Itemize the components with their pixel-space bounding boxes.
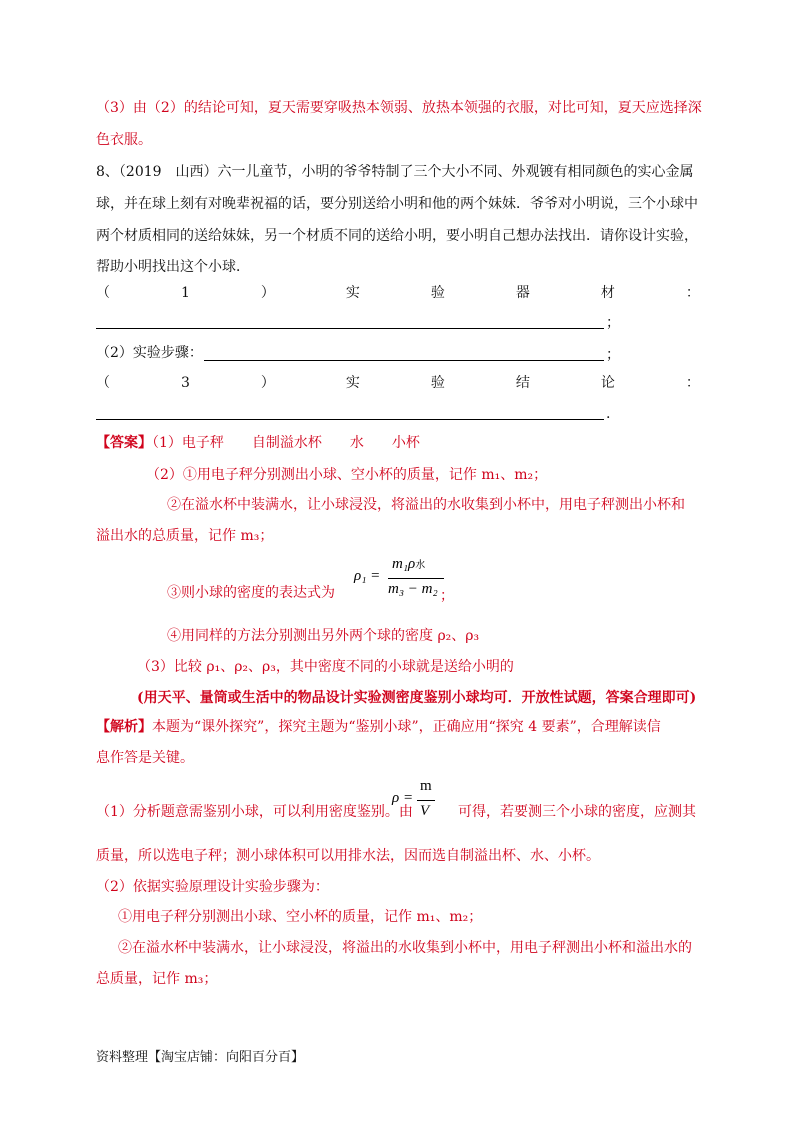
blank-3-char: ） — [260, 375, 275, 391]
blank-3-char: 实 — [345, 375, 360, 391]
blank-3-char: ： — [685, 375, 700, 391]
answer-part-2: （2）①用电子秤分别测出小球、空小杯的质量，记作 m₁、m₂； — [146, 467, 548, 483]
answer-blank-2-underline[interactable] — [204, 360, 604, 361]
blank-1-char: 验 — [430, 285, 445, 301]
formula-2-numerator: m — [420, 778, 432, 794]
analysis-line-1 — [96, 717, 661, 737]
answer-part-1: （1）电子秤 自制溢水杯 水 小杯 — [152, 435, 420, 451]
analysis-line-2: 息作答是关键。 — [96, 750, 194, 766]
blank-1-label — [96, 283, 700, 303]
blank-3-label — [96, 373, 700, 393]
blank-1-char: 器 — [515, 285, 530, 301]
analysis-line-3a: （1）分析题意需鉴别小球，可以利用密度鉴别。由 — [96, 804, 413, 820]
answer-tag: 【答案】 — [96, 435, 152, 451]
answer-part-2-step-4: ④用同样的方法分别测出另外两个球的密度 ρ₂、ρ₃ — [167, 628, 480, 644]
blank-3-char: 结 — [515, 375, 530, 391]
conclusion-line-2: 色衣服。 — [96, 132, 152, 148]
formula-1-numerator: m₁ρ水 — [392, 556, 426, 572]
blank-3-end: . — [606, 406, 611, 422]
formula-2-lhs: ρ = — [392, 790, 414, 806]
answer-part-2-step-3-end: ； — [440, 588, 454, 604]
question-8-line-3: 两个材质相同的送给妹妹，另一个材质不同的送给小明，要小明自己想办法找出．请你设计实验， — [96, 228, 698, 244]
analysis-line-3b: 可得，若要测三个小球的密度，应测其 — [458, 804, 696, 820]
blank-1-char: 1 — [181, 285, 190, 301]
blank-3-char: 验 — [430, 375, 445, 391]
density-formula-2 — [392, 778, 442, 826]
analysis-line-7b: 总质量，记作 m₃； — [96, 971, 218, 987]
analysis-line-5: （2）依据实验原理设计实验步骤为： — [96, 879, 329, 895]
answer-part-3: （3）比较 ρ₁、ρ₂、ρ₃，其中密度不同的小球就是送给小明的 — [137, 659, 514, 675]
blank-1-char: （ — [96, 285, 110, 301]
blank-1-end: ； — [606, 315, 620, 331]
question-8-line-4: 帮助小明找出这个小球． — [96, 259, 250, 275]
question-8-line-1: 8、（2019 山西）六一儿童节，小明的爷爷特制了三个大小不同、外观镀有相同颜色的实心金属 — [96, 164, 694, 180]
analysis-line-7a: ②在溢水杯中装满水，让小球浸没，将溢出的水收集到小杯中，用电子秤测出小杯和溢出水的 — [118, 940, 692, 956]
analysis-line-4: 质量，所以选电子秤；测小球体积可以用排水法，因而选自制溢出杯、水、小杯。 — [96, 848, 600, 864]
conclusion-line-1: （3）由（2）的结论可知，夏天需要穿吸热本领弱、放热本领强的衣服，对比可知，夏天应选择深 — [96, 100, 702, 116]
blank-1-char: 材 — [600, 285, 615, 301]
blank-3-char: 论 — [600, 375, 615, 391]
answer-line-1 — [96, 433, 420, 453]
formula-2-denominator: V — [420, 803, 430, 819]
answer-part-2-step-3: ③则小球的密度的表达式为 — [167, 585, 335, 601]
analysis-text-1: 本题为“课外探究”，探究主题为“鉴别小球”，正确应用“探究 4 要素”，合理解读信 — [152, 719, 661, 735]
blank-1-char: 实 — [345, 285, 360, 301]
blank-3-char: 3 — [181, 375, 190, 391]
question-8-line-2: 球，并在球上刻有对晚辈祝福的话，要分别送给小明和他的两个妹妹．爷爷对小明说，三个小球中 — [96, 196, 698, 212]
answer-note: (用天平、量筒或生活中的物品设计实验测密度鉴别小球均可．开放性试题，答案合理即可) — [137, 690, 697, 706]
density-formula-1 — [354, 556, 454, 604]
footer: 资料整理【淘宝店铺：向阳百分百】 — [96, 1050, 305, 1065]
formula-1-denominator: m₃ − m₂ — [388, 581, 438, 597]
answer-blank-1-underline[interactable] — [96, 328, 604, 329]
blank-3-char: （ — [96, 375, 110, 391]
blank-2-end: ； — [606, 347, 620, 363]
analysis-tag: 【解析】 — [96, 719, 152, 735]
answer-part-2-step-2b: 溢出水的总质量，记作 m₃； — [96, 528, 274, 544]
blank-2-label: （2）实验步骤： — [96, 345, 203, 361]
blank-1-char: ： — [685, 285, 700, 301]
blank-1-char: ） — [260, 285, 275, 301]
answer-part-2-step-2a: ②在溢水杯中装满水，让小球浸没，将溢出的水收集到小杯中，用电子秤测出小杯和 — [167, 497, 685, 513]
formula-1-lhs: ρ₁ = — [354, 568, 381, 584]
analysis-line-6: ①用电子秤分别测出小球、空小杯的质量，记作 m₁、m₂； — [118, 909, 483, 925]
answer-blank-3-underline[interactable] — [96, 419, 604, 420]
